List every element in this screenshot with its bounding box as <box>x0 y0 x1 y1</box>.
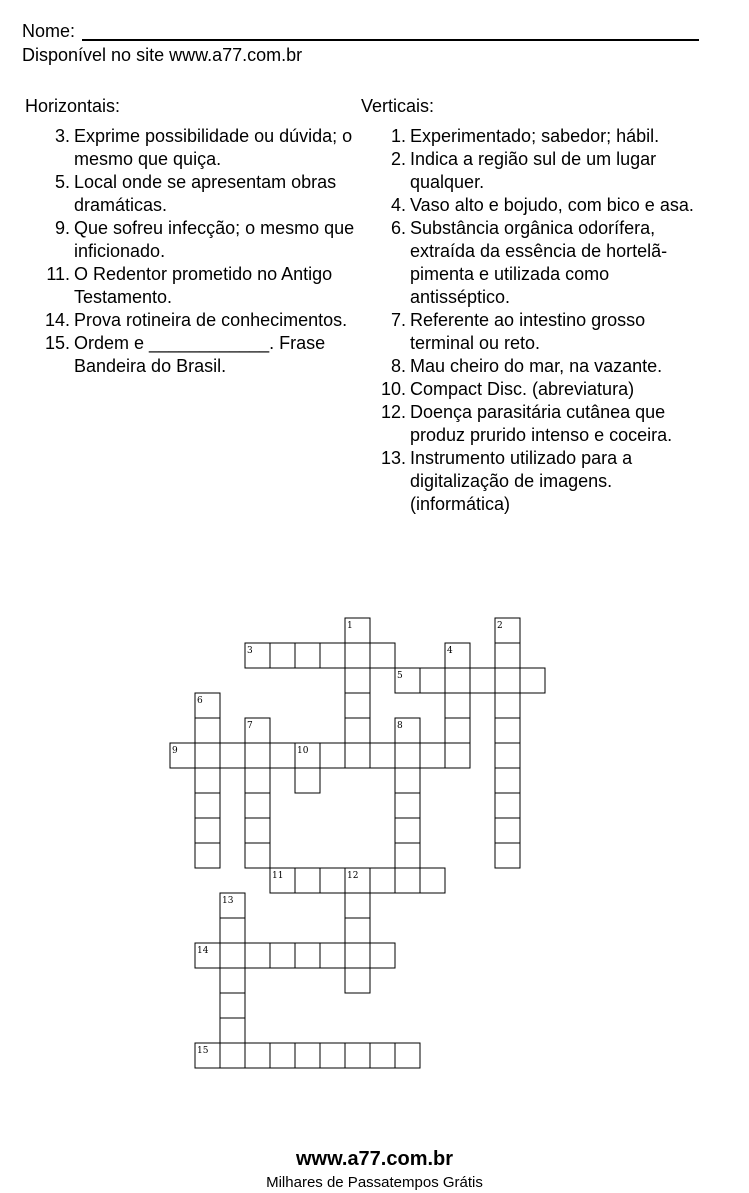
crossword-cell[interactable] <box>195 843 220 868</box>
clue-text: Instrumento utilizado para a digitalização de imagens. (informática) <box>410 448 633 514</box>
clue-text: Referente ao intestino grosso terminal ou reto. <box>410 310 646 353</box>
crossword-cell[interactable] <box>220 743 245 768</box>
cell-number-label: 5 <box>397 671 403 681</box>
clue-text: Indica a região sul de um lugar qualquer. <box>410 149 657 192</box>
clue-text: Que sofreu infecção; o mesmo que inficionado. <box>74 218 355 261</box>
cell-number-label: 3 <box>247 646 253 656</box>
crossword-cell[interactable] <box>245 768 270 793</box>
crossword-cell[interactable] <box>195 768 220 793</box>
clue-number: 14. <box>44 310 70 330</box>
crossword-cell[interactable] <box>320 643 345 668</box>
crossword-cell[interactable] <box>370 643 395 668</box>
crossword-cell[interactable] <box>370 868 395 893</box>
crossword-cell[interactable] <box>420 743 445 768</box>
crossword-cell[interactable] <box>245 843 270 868</box>
crossword-cell[interactable] <box>295 1043 320 1068</box>
crossword-cell[interactable] <box>245 1043 270 1068</box>
clue-number: 12. <box>380 402 406 422</box>
cell-number-label: 6 <box>197 696 203 706</box>
cell-number-label: 14 <box>197 946 209 956</box>
cell-number-label: 2 <box>497 621 503 631</box>
horizontal-clues-title: Horizontais: <box>25 96 121 116</box>
crossword-cell[interactable] <box>345 693 370 718</box>
crossword-cell[interactable] <box>345 968 370 993</box>
crossword-cell[interactable] <box>445 693 470 718</box>
crossword-cell[interactable] <box>495 693 520 718</box>
clue-number: 15. <box>44 333 70 353</box>
site-availability-text: Disponível no site www.a77.com.br <box>22 45 303 65</box>
footer-tagline: Milhares de Passatempos Grátis <box>266 1174 483 1191</box>
crossword-cell[interactable] <box>245 793 270 818</box>
clue-number: 7. <box>390 310 406 330</box>
crossword-cell[interactable] <box>445 668 470 693</box>
clue-number: 10. <box>380 379 406 399</box>
clue-text: Mau cheiro do mar, na vazante. <box>410 356 663 376</box>
crossword-cell[interactable] <box>345 943 370 968</box>
crossword-cell[interactable] <box>495 843 520 868</box>
crossword-cell[interactable] <box>295 943 320 968</box>
clue-text: Experimentado; sabedor; hábil. <box>410 126 660 146</box>
crossword-cell[interactable] <box>195 793 220 818</box>
clue-text: O Redentor prometido no Antigo Testamento. <box>74 264 333 307</box>
crossword-cell[interactable] <box>295 768 320 793</box>
crossword-cell[interactable] <box>245 818 270 843</box>
crossword-cell[interactable] <box>220 993 245 1018</box>
crossword-cell[interactable] <box>345 668 370 693</box>
crossword-cell[interactable] <box>320 868 345 893</box>
cell-number-label: 9 <box>172 746 178 756</box>
clue-number: 6. <box>390 218 406 238</box>
cell-number-label: 1 <box>347 621 353 631</box>
crossword-cell[interactable] <box>495 743 520 768</box>
cell-number-label: 4 <box>447 646 453 656</box>
cell-number-label: 13 <box>222 896 234 906</box>
crossword-cell[interactable] <box>270 643 295 668</box>
crossword-cell[interactable] <box>345 893 370 918</box>
footer-url: www.a77.com.br <box>295 1148 454 1170</box>
crossword-cell[interactable] <box>295 643 320 668</box>
crossword-cell[interactable] <box>395 743 420 768</box>
clue-number: 4. <box>390 195 406 215</box>
crossword-cell[interactable] <box>495 768 520 793</box>
clue-text: Vaso alto e bojudo, com bico e asa. <box>410 195 694 215</box>
crossword-cell[interactable] <box>395 843 420 868</box>
crossword-cell[interactable] <box>195 718 220 743</box>
clue-text: Substância orgânica odorífera, extraída da essência de hortelã-pimenta e utilizada como antisséptico. <box>410 218 668 307</box>
crossword-cell[interactable] <box>345 718 370 743</box>
crossword-cell[interactable] <box>245 743 270 768</box>
crossword-cell[interactable] <box>320 943 345 968</box>
crossword-cell[interactable] <box>420 668 445 693</box>
crossword-cell[interactable] <box>195 818 220 843</box>
crossword-cell[interactable] <box>495 643 520 668</box>
crossword-cell[interactable] <box>495 818 520 843</box>
clue-number: 3. <box>54 126 70 146</box>
crossword-cell[interactable] <box>395 1043 420 1068</box>
name-field-label: Nome: <box>22 21 76 41</box>
cell-number-label: 10 <box>297 746 309 756</box>
crossword-cell[interactable] <box>395 793 420 818</box>
clue-number: 8. <box>390 356 406 376</box>
crossword-cell[interactable] <box>395 818 420 843</box>
cell-number-label: 11 <box>272 871 284 881</box>
crossword-cell[interactable] <box>520 668 545 693</box>
clue-number: 13. <box>380 448 406 468</box>
clue-number: 2. <box>390 149 406 169</box>
crossword-cell[interactable] <box>345 743 370 768</box>
crossword-cell[interactable] <box>220 1018 245 1043</box>
clue-number: 5. <box>54 172 70 192</box>
crossword-cell[interactable] <box>495 668 520 693</box>
clue-number: 11. <box>46 264 70 284</box>
crossword-cell[interactable] <box>420 868 445 893</box>
clue-text: Exprime possibilidade ou dúvida; o mesmo que quiça. <box>74 126 353 169</box>
crossword-cell[interactable] <box>270 943 295 968</box>
crossword-cell[interactable] <box>395 868 420 893</box>
crossword-cell[interactable] <box>320 743 345 768</box>
crossword-cell[interactable] <box>395 768 420 793</box>
crossword-cell[interactable] <box>445 718 470 743</box>
cell-number-label: 8 <box>397 721 403 731</box>
crossword-cell[interactable] <box>195 743 220 768</box>
clue-text: Ordem e ____________. Frase Bandeira do Brasil. <box>74 333 326 376</box>
crossword-cell[interactable] <box>370 943 395 968</box>
crossword-cell[interactable] <box>220 918 245 943</box>
crossword-cell[interactable] <box>220 1043 245 1068</box>
crossword-cell[interactable] <box>220 943 245 968</box>
cell-number-label: 7 <box>247 721 253 731</box>
clue-text: Local onde se apresentam obras dramáticas. <box>74 172 337 215</box>
vertical-clues-title: Verticais: <box>361 96 435 116</box>
clue-number: 9. <box>54 218 70 238</box>
cell-number-label: 15 <box>197 1046 209 1056</box>
crossword-cell[interactable] <box>270 1043 295 1068</box>
crossword-cell[interactable] <box>345 1043 370 1068</box>
crossword-cell[interactable] <box>320 1043 345 1068</box>
crossword-cell[interactable] <box>345 918 370 943</box>
crossword-cell[interactable] <box>470 668 495 693</box>
clue-text: Prova rotineira de conhecimentos. <box>74 310 348 330</box>
crossword-cell[interactable] <box>495 718 520 743</box>
crossword-cell[interactable] <box>445 743 470 768</box>
cell-number-label: 12 <box>347 871 359 881</box>
crossword-cell[interactable] <box>345 643 370 668</box>
clue-text: Doença parasitária cutânea que produz prurido intenso e coceira. <box>410 402 673 445</box>
clue-text: Compact Disc. (abreviatura) <box>410 379 635 399</box>
crossword-cell[interactable] <box>370 743 395 768</box>
crossword-cell[interactable] <box>245 943 270 968</box>
crossword-cell[interactable] <box>270 743 295 768</box>
crossword-cell[interactable] <box>295 868 320 893</box>
crossword-cell[interactable] <box>495 793 520 818</box>
crossword-cell[interactable] <box>370 1043 395 1068</box>
crossword-cell[interactable] <box>220 968 245 993</box>
clue-number: 1. <box>390 126 406 146</box>
